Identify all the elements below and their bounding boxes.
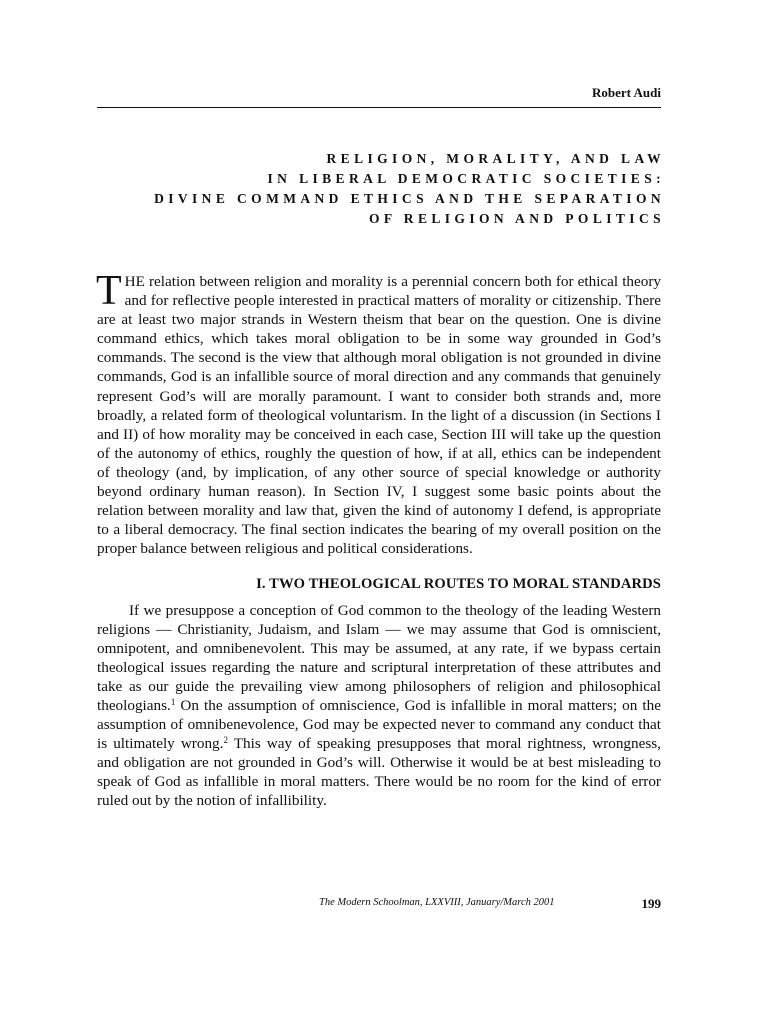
paragraph-text-part2: On the assumption of omniscience, God is infallible in moral matters; on the assumption of omnibenevolence, God may be expected never to command any conduct that is ultimately wrong.	[97, 696, 661, 753]
page	[96, 0, 665, 1024]
section-paragraph	[97, 601, 661, 811]
page-number: 199	[641, 896, 661, 911]
intro-paragraph	[96, 268, 661, 558]
title-line: DIVINE COMMAND ETHICS AND THE SEPARATION	[154, 191, 665, 206]
article-body	[96, 268, 661, 811]
article-title	[154, 149, 665, 229]
drop-cap: T	[96, 268, 122, 314]
title-line: OF RELIGION AND POLITICS	[368, 211, 665, 226]
footnote-marker[interactable]: 2	[223, 735, 228, 746]
paragraph-text-part1: If we presuppose a conception of God common to the theology of the leading Western religions — Christianity, Judaism, and Islam — we may assume that God is omniscient, omnipotent, and omnibenevolent. This may be assumed, at any rate, if we bypass certain theological issues regarding the nature and scriptural interpretation of these attributes and take as our guide the prevailing view among philosophers of religion and philosophical theologians.	[97, 601, 661, 714]
intro-text: HE relation between religion and morality is a perennial concern both for ethical theory and for reflective people interested in practical matters of morality or citizenship. There are at least two major strands in Western theism that bear on the question. One is divine command ethics, which takes moral obligation to be in some way grounded in God’s commands. The second is the view that although moral obligation is not grounded in divine commands, God is an infallible source of moral direction and any commands that genuinely represent God’s will are morally paramount. I want to consider both strands and, more broadly, a related form of theological voluntarism. In the light of a discussion (in Sections I and II) of how morality may be conceived in each case, Section III will take up the question of the autonomy of ethics, roughly the question of how, if at all, ethics can be independent of theology (and, by implication, of any other source of special knowledge or authority beyond ordinary human reason). In Section IV, I suggest some basic points about the relation between morality and law that, given the kind of autonomy I defend, is appropriate to a liberal democracy. The final section indicates the bearing of my overall position on the proper balance between religious and political considerations.	[97, 273, 661, 558]
title-line: RELIGION, MORALITY, AND LAW	[326, 151, 665, 166]
header-rule	[97, 107, 661, 108]
footnote-marker[interactable]: 1	[170, 696, 176, 707]
footer-journal-citation: The Modern Schoolman, LXXVIII, January/March 2001	[319, 897, 555, 908]
running-head-author: Robert Audi	[592, 85, 661, 100]
title-line: IN LIBERAL DEMOCRATIC SOCIETIES:	[267, 171, 665, 186]
paragraph-text-part3: This way of speaking presupposes that moral rightness, wrongness, and obligation are not grounded in God’s will. Otherwise it would be at best misleading to speak of God as infallible in moral matters. There would be no room for the kind of error ruled out by the notion of infallibility.	[97, 735, 661, 810]
section-heading: I. TWO THEOLOGICAL ROUTES TO MORAL STANDARDS	[256, 576, 661, 593]
